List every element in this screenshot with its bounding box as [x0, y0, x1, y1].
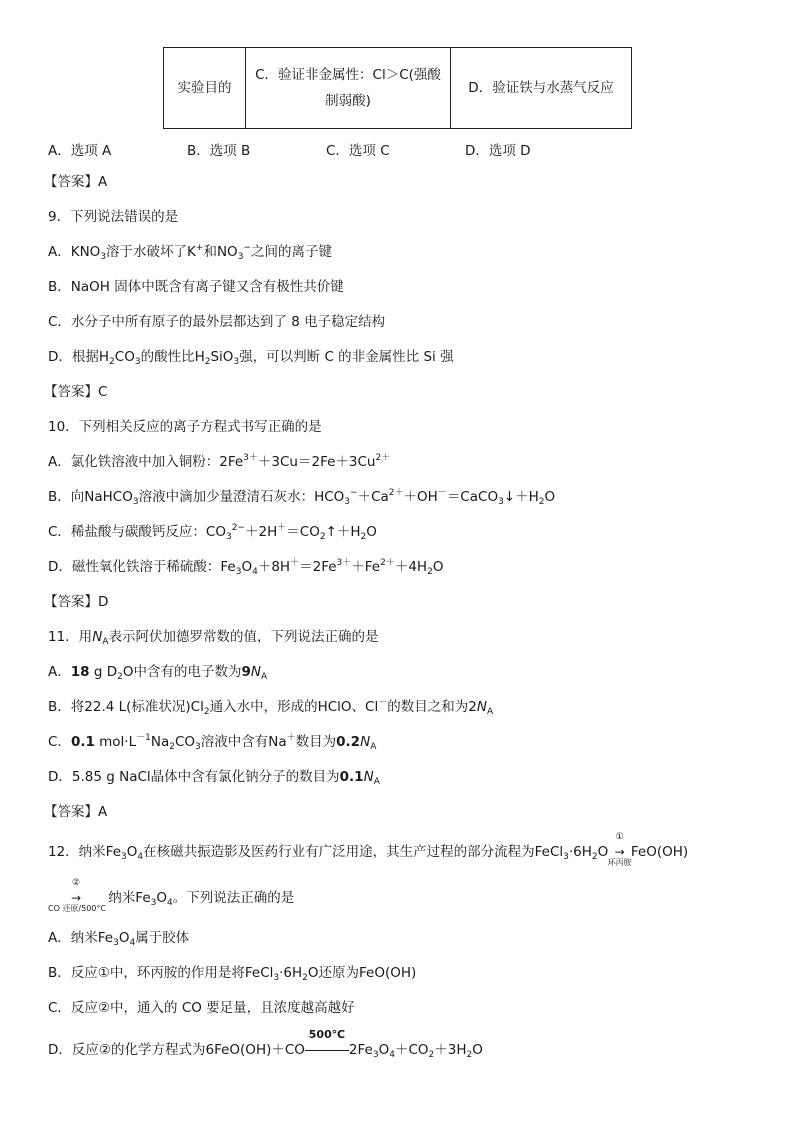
q11-option-b: B．将22.4 L(标准状况)$Cl_2$通入水中，形成的HClO、Cl－的数目之和为$2N_A$ [48, 698, 494, 717]
table-cell-option-c [246, 48, 451, 129]
q8-option-a: A．选项 A [48, 143, 112, 159]
q10-option-a: A．氯化铁溶液中加入铜粉：$2Fe^{3+}+3Cu=2Fe+3Cu^{2+}$ [48, 453, 391, 470]
q9-option-b: B．NaOH 固体中既含有离子键又含有极性共价键 [48, 279, 344, 295]
table-row [164, 48, 632, 129]
right-arrow-icon: → [614, 845, 625, 859]
q10-stem: 10．下列相关反应的离子方程式书写正确的是 [48, 419, 322, 435]
q12-stem-line2 [48, 878, 295, 913]
q12-option-d-pre: D．反应②的化学方程式为6FeO(OH)＋CO [48, 1042, 305, 1058]
q11-option-d: D．5.85 g NaCl晶体中含有氯化钠分子的数目为$0.1N_A$ [48, 769, 380, 787]
q12-option-d [48, 1028, 483, 1060]
q9-answer: 【答案】C [44, 384, 108, 400]
option-c-text: C．验证非金属性：Cl＞C(强酸制弱酸) [255, 67, 441, 109]
right-arrow-icon: → [70, 891, 82, 905]
q12-stem-part2: FeO(OH) [630, 844, 689, 860]
step1-mark: ① [615, 832, 624, 842]
step1-condition: 环丙胺 [607, 858, 632, 867]
q8-answer: 【答案】A [44, 174, 108, 190]
q9-stem: 9．下列说法错误的是 [48, 209, 179, 225]
q8-option-d: D．选项 D [465, 143, 531, 159]
q8-option-b: B．选项 B [187, 143, 251, 159]
q10-option-d: D．磁性氧化铁溶于稀硫酸：$Fe_3O_4+8H^+=2Fe^{3+}+Fe^{2+}+4H_2O$ [48, 558, 444, 577]
q11-answer: 【答案】A [44, 804, 108, 820]
table-cell-label: 实验目的 [164, 48, 246, 129]
q12-stem-part3: 纳米$Fe_3O_4$。下列说法正确的是 [108, 890, 295, 908]
step2-arrow [48, 878, 106, 913]
table-cell-option-d: D．验证铁与水蒸气反应 [451, 48, 632, 129]
experiment-table [163, 47, 632, 129]
q11-option-c: C．0.1 $mol\cdot L^{-1}Na_2CO_3$溶液中含有Na＋数目为$0.2N_A$ [48, 733, 377, 752]
q12-stem-part1: 12．纳米$Fe_3O_4$在核磁共振造影及医药行业有广泛用途，其生产过程的部分流程为$FeCl_3\cdot 6H_2O$ [48, 844, 609, 862]
q10-option-b: B．向NaHCO$_3$溶液中滴加少量澄清石灰水：$HCO_3^-+Ca^{2+}+OH^-=CaCO_3↓+H_2O$ [48, 488, 556, 507]
q10-answer: 【答案】D [44, 594, 109, 610]
equals-bar [305, 1050, 349, 1051]
q12-option-a: A．纳米$Fe_3O_4$属于胶体 [48, 930, 190, 948]
q9-option-c: C．水分子中所有原子的最外层都达到了 8 电子稳定结构 [48, 314, 386, 330]
q9-option-a: A．$KNO_3$溶于水破坏了K+和$NO_3^-$之间的离子键 [48, 243, 332, 262]
step2-condition: CO 还原/500°C [48, 904, 106, 913]
q12-stem-line1 [48, 832, 689, 867]
q11-stem: 11．用$N_A$表示阿伏加德罗常数的值，下列说法正确的是 [48, 629, 379, 647]
q8-option-c: C．选项 C [326, 143, 390, 159]
q12-option-d-post: $2Fe_3O_4+CO_2+3H_2O$ [348, 1042, 483, 1060]
q9-option-d: D．根据$H_2CO_3$的酸性比$H_2SiO_3$强，可以判断 C 的非金属性比 Si 强 [48, 349, 454, 367]
step2-mark: ② [71, 878, 81, 888]
q12-option-b: B．反应①中，环丙胺的作用是将$FeCl_3\cdot 6H_2O$还原为FeO(OH) [48, 965, 417, 983]
q11-option-a: A．18 g $D_2O$中含有的电子数为$9N_A$ [48, 664, 268, 682]
q10-option-c: C．稀盐酸与碳酸钙反应：$CO_3^{2-}+2H^+=CO_2↑+H_2O$ [48, 523, 377, 542]
step1-arrow [607, 832, 632, 867]
reaction-condition [305, 1028, 349, 1059]
reaction-condition-label: 500℃ [308, 1028, 346, 1041]
q12-option-c: C．反应②中，通入的 CO 要足量，且浓度越高越好 [48, 1000, 355, 1016]
